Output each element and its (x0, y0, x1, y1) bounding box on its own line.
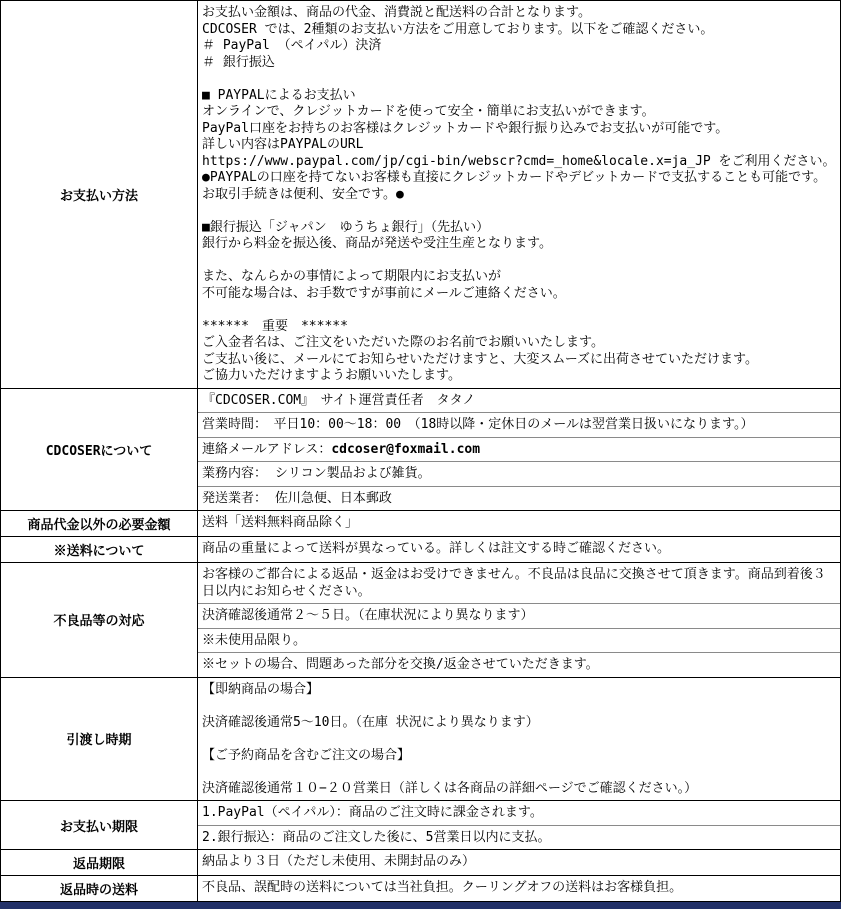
content-block (198, 412, 840, 437)
text-line (202, 698, 837, 715)
content-block (198, 461, 840, 486)
text-line: 【即納商品の場合】 (202, 681, 320, 697)
row-label-return-shipping: 返品時の送料 (1, 876, 198, 902)
row-label-defective-items: 不良品等の対応 (1, 563, 198, 678)
text-line: ■銀行振込「ジャパン ゆうちょ銀行」（先払い） (202, 219, 490, 235)
text-line (202, 203, 837, 220)
text-line: お取引手続きは便利、安全です。● (202, 186, 404, 202)
text-line: お支払い金額は、商品の代金、消費説と配送料の合計となります。 (202, 5, 591, 20)
bottom-bar (0, 902, 841, 909)
row-content-defective-items (198, 563, 841, 678)
text-line: ＃ PayPal （ペイパル）決済 (202, 38, 382, 53)
row-label-payment-method: お支払い方法 (1, 1, 198, 389)
text-line: 送料「送料無料商品除く」 (202, 515, 359, 530)
text-line: 銀行から料金を振込後、商品が発送や受注生産となります。 (202, 236, 552, 251)
text-line: https://www.paypal.com/jp/cgi-bin/webscr?cmd=_home&locale.x=ja_JP をご利用ください。 (202, 153, 836, 169)
table-row-extra-fees (1, 511, 841, 537)
content-block (198, 537, 840, 561)
text-line: 詳しい内容はPAYPALのURL (202, 137, 364, 152)
row-content-extra-fees (198, 511, 841, 537)
row-label-return-deadline: 返品期限 (1, 850, 198, 876)
text-line (202, 253, 837, 270)
content-block (198, 389, 840, 413)
row-label-shipping-fee-note: ※送料について (1, 537, 198, 563)
table-row-defective-items (1, 563, 841, 678)
content-block (198, 563, 840, 603)
text-line: ご入金者名は、ご注文をいただいた際のお名前でお願いいたします。 (202, 335, 604, 350)
row-content-shipping-fee-note (198, 537, 841, 563)
row-content-delivery-time (198, 677, 841, 801)
shop-info-table-body (1, 1, 841, 902)
text-line: CDCOSER では、2種類のお支払い方法をご用意しております。以下をご確認ください。 (202, 21, 714, 37)
text-line: ＃ 銀行振込 (202, 54, 275, 70)
table-row-payment-method (1, 1, 841, 389)
text-line: 【ご予約商品を含むご注文の場合】 (202, 747, 411, 763)
text-line: ご協力いただけますようお願いいたします。 (202, 368, 461, 383)
text-line: 商品の重量によって送料が異なっている。詳しくは註文する時ご確認ください。 (202, 541, 671, 556)
content-block (198, 825, 840, 850)
content-block (198, 801, 840, 825)
content-block (198, 437, 840, 462)
table-row-return-deadline (1, 850, 841, 876)
content-block (198, 678, 840, 801)
row-content-payment-deadline (198, 801, 841, 850)
row-label-payment-deadline: お支払い期限 (1, 801, 198, 850)
row-label-extra-fees: 商品代金以外の必要金額 (1, 511, 198, 537)
table-row-payment-deadline (1, 801, 841, 850)
text-line: 発送業者： 佐川急便、日本郵政 (202, 490, 392, 506)
text-line: ※セットの場合、問題あった部分を交換/返金させていただきます。 (202, 657, 599, 672)
text-line: ****** 重要 ****** (202, 318, 348, 334)
row-content-payment-method (198, 1, 841, 389)
table-row-shipping-fee-note (1, 537, 841, 563)
text-line (202, 764, 837, 781)
content-block (198, 628, 840, 653)
text-line: ●PAYPALの口座を持てないお客様も直接にクレジットカードやデビットカードで支払することも可能です。 (202, 170, 827, 185)
table-row-about-cdcoser (1, 388, 841, 511)
text-line: 決済確認後通常２〜５日。（在庫状況により異なります） (202, 608, 534, 623)
table-row-delivery-time (1, 677, 841, 801)
text-line: 決済確認後通常5〜10日。（在庫 状況により異なります） (202, 714, 539, 730)
content-block (198, 511, 840, 535)
text-line: ■ PAYPALによるお支払い (202, 87, 356, 103)
text-line: 業務内容： シリコン製品および雑貨。 (202, 466, 431, 481)
text-line: お客様のご都合による返品・返金はお受けできません。不良品は良品に交換させて頂きます。商品到着後３日以内にお知らせください。 (202, 567, 826, 599)
table-row-return-shipping (1, 876, 841, 902)
text-line (202, 71, 837, 88)
text-line (202, 731, 837, 748)
text-line: また、なんらかの事情によって期限内にお支払いが (202, 269, 502, 284)
text-line: 営業時間： 平日10：00〜18：00 （18時以降・定休日のメールは翌営業日扱いになります。） (202, 417, 754, 432)
field-label-text: 連絡メールアドレス： (202, 441, 332, 457)
text-line: ※未使用品限り。 (202, 632, 307, 648)
text-line: 不良品、誤配時の送料については当社負担。クーリングオフの送料はお客様負担。 (202, 880, 683, 895)
text-line: PayPal口座をお持ちのお客様はクレジットカードや銀行振り込みでお支払いが可能です。 (202, 120, 729, 136)
text-line (202, 302, 837, 319)
text-line: 納品より３日（ただし未使用、未開封品のみ） (202, 854, 476, 869)
text-line: 不可能な場合は、お手数ですが事前にメールご連絡ください。 (202, 285, 566, 301)
row-content-about-cdcoser (198, 388, 841, 511)
text-line: 決済確認後通常１０−２０営業日（詳しくは各商品の詳細ページでご確認ください。） (202, 780, 698, 796)
content-block (198, 486, 840, 511)
row-content-return-shipping (198, 876, 841, 902)
text-line (202, 442, 837, 459)
text-line: 1.PayPal（ペイパル）：商品のご注文時に課金されます。 (202, 805, 543, 820)
row-label-about-cdcoser: CDCOSERについて (1, 388, 198, 511)
text-line: オンラインで、クレジットカードを使って安全・簡単にお支払いができます。 (202, 104, 655, 119)
email-text: cdcoser@foxmail.com (331, 441, 481, 457)
content-block (198, 1, 840, 388)
content-block (198, 876, 840, 900)
text-line: 『CDCOSER.COM』 サイト運営責任者 タタノ (202, 392, 476, 408)
content-block (198, 850, 840, 874)
row-label-delivery-time: 引渡し時期 (1, 677, 198, 801)
text-line: ご支払い後に、メールにてお知らせいただけますと、大変スムーズに出荷させていただけます。 (202, 351, 759, 367)
content-block (198, 652, 840, 677)
row-content-return-deadline (198, 850, 841, 876)
content-block (198, 603, 840, 628)
text-line: 2.銀行振込：商品のご注文した後に、5営業日以内に支払。 (202, 829, 551, 845)
